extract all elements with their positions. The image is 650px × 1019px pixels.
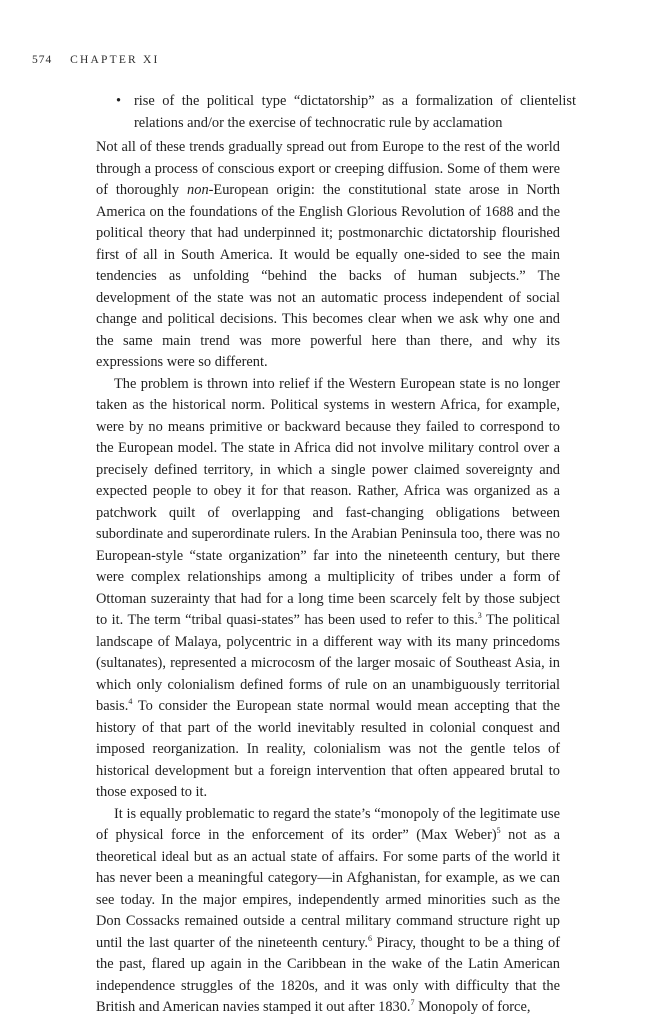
paragraph-text: not as a theoretical ideal but as an actual state of affairs. For some parts of the world it has never been a meaningful category—in Afghanistan, for example, as we can see today. In the major empires, independently armed minorities such as the Don Cossacks remained outside a central military command structure right up until the last quarter of the nineteenth century. <box>96 827 560 951</box>
page-number: 574 <box>32 54 53 66</box>
paragraph-text: The political landscape of Malaya, polycentric in a different way with its many princedoms (sultanates), represented a microcosm of the larger mosaic of Southeast Asia, in which only colonialism defined forms of rule on an unambiguously territorial basis. <box>96 612 560 714</box>
footnote-ref[interactable]: 6 <box>367 933 372 943</box>
bullet-text: rise of the political type “dictatorship” as a formalization of clientelist relations and/or the exercise of technocratic rule by acclamation <box>134 93 576 131</box>
paragraph-3 <box>96 804 560 1019</box>
paragraph-text: It is equally problematic to regard the state’s “monopoly of the legitimate use of physical force in the enforcement of its order” (Max Weber) <box>96 805 560 843</box>
paragraph-2 <box>96 374 560 804</box>
paragraph-text: Monopoly of force, <box>414 999 531 1015</box>
footnote-ref[interactable]: 7 <box>410 998 415 1008</box>
body-text <box>96 137 560 1019</box>
paragraph-1 <box>96 137 560 374</box>
footnote-ref[interactable]: 4 <box>128 697 133 707</box>
paragraph-text: Piracy, thought to be a thing of the past, flared up again in the Caribbean in the wake of the Latin American independence struggles of the 1820s, and it was only with difficulty that the British and American navies stamped it out after 1830. <box>96 934 560 1015</box>
running-head <box>32 54 160 66</box>
footnote-ref[interactable]: 5 <box>496 826 501 836</box>
bullet-marker: • <box>116 93 122 109</box>
chapter-label: CHAPTER XI <box>70 54 160 66</box>
paragraph-text: To consider the European state normal would mean accepting that the history of that part of the world inevitably resulted in colonial conquest and imposed reorganization. In reality, colonialism was not the gentle telos of historical development but a foreign intervention that often appeared brutal to those exposed to it. <box>96 698 560 800</box>
emphasis-text: non <box>187 182 209 198</box>
paragraph-text: The problem is thrown into relief if the Western European state is no longer taken as the historical norm. Political systems in western Africa, for example, were by no means primitive or backward because they failed to correspond to the European model. The state in Africa did not involve military control over a precisely defined territory, in which a single power claimed sovereignty and expected people to obey it for that reason. Rather, Africa was organized as a patchwork quilt of overlapping and fast-changing obligations between subordinate and superordinate rulers. In the Arabian Peninsula too, there was no European-style “state organization” far into the nineteenth century, but there were complex relationships among a multiplicity of tribes under a form of Ottoman suzerainty that had for a long time been scarcely felt by those subject to it. The term “tribal quasi-states” has been used to refer to this. <box>96 375 560 628</box>
paragraph-text: Not all of these trends gradually spread out from Europe to the rest of the world through a process of conscious export or creeping diffusion. Some of them were of thoroughly <box>96 139 560 198</box>
footnote-ref[interactable]: 3 <box>477 611 482 621</box>
bullet-list-item <box>118 91 576 134</box>
paragraph-text: -European origin: the constitutional state arose in North America on the foundations of the English Glorious Revolution of 1688 and the political theory that had underpinned it; postmonarchic dictatorship flourished first of all in South America. It would be equally one-sided to see the main tendencies as unfolding “behind the backs of human subjects.” The development of the state was not an automatic process independent of social change and political decisions. This becomes clear when we ask why one and the same main trend was more powerful here than there, and why its expressions were so different. <box>96 182 560 370</box>
